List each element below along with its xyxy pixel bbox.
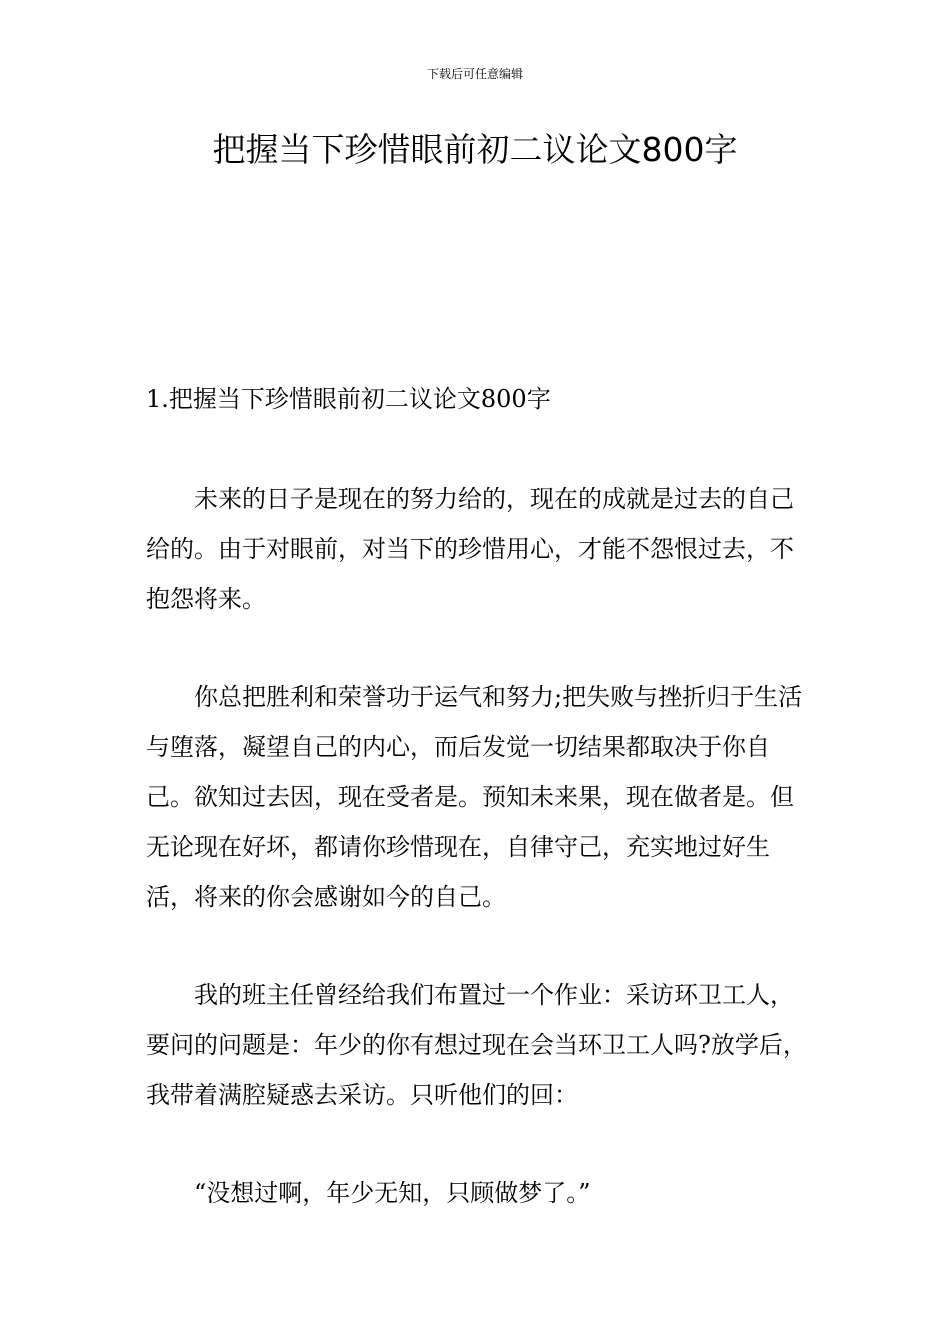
paragraph-1: 未来的日子是现在的努力给的，现在的成就是过去的自己给的。由于对眼前，对当下的珍惜用心，才能不怨恨过去，不抱怨将来。 <box>146 485 794 613</box>
paragraph-2: 你总把胜利和荣誉功于运气和努力;把失败与挫折归于生活与堕落，凝望自己的内心，而后发觉一切结果都取决于你自己。欲知过去因，现在受者是。预知未来果，现在做者是。但无论现在好坏，都请你珍惜现在，自律守己，充实地过好生活，将来的你会感谢如今的自己。 <box>146 683 803 911</box>
download-note: 下载后可任意编辑 <box>426 67 523 81</box>
paragraph-3: 我的班主任曾经给我们布置过一个作业：采访环卫工人，要问的问题是：年少的你有想过现在会当环卫工人吗?放学后，我带着满腔疑惑去采访。只听他们的回： <box>146 981 807 1109</box>
paragraph-4: “没想过啊，年少无知，只顾做梦了。” <box>194 1179 591 1207</box>
section-heading: 1.把握当下珍惜眼前初二议论文800字 <box>146 385 551 413</box>
document-title: 把握当下珍惜眼前初二议论文800字 <box>212 130 738 169</box>
